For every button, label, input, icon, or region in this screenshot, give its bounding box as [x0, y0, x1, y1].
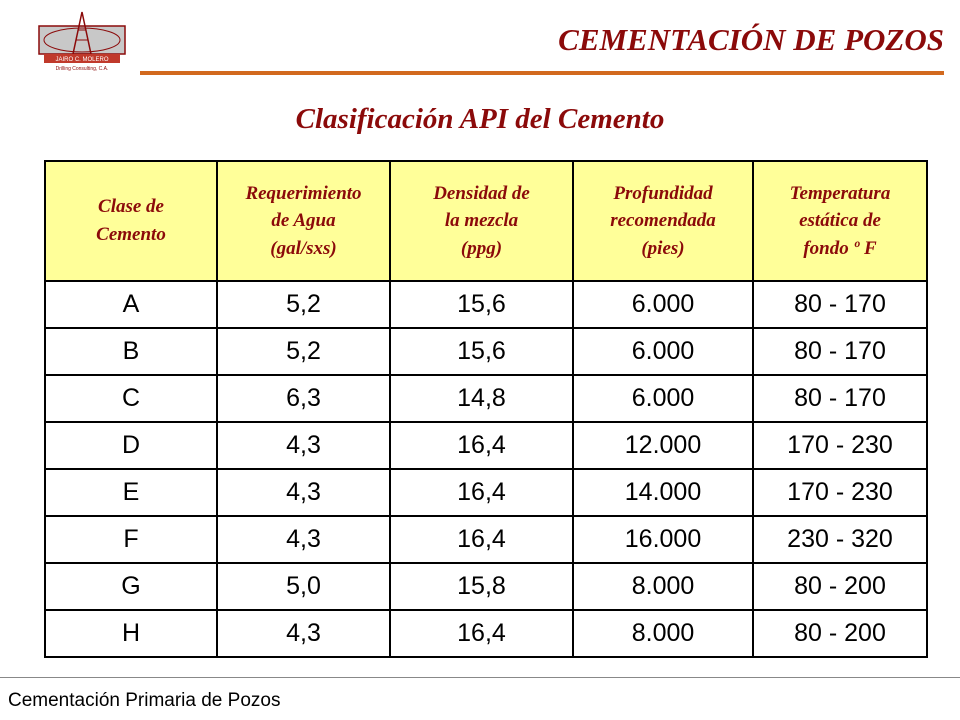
cell-class: H	[45, 610, 217, 657]
cell-density: 16,4	[390, 422, 573, 469]
cell-water: 5,2	[217, 328, 390, 375]
cell-density: 16,4	[390, 610, 573, 657]
table-row	[45, 563, 927, 610]
column-header-density: Densidad de la mezcla (ppg)	[390, 161, 573, 281]
cell-temperature: 170 - 230	[753, 469, 927, 516]
table-row	[45, 610, 927, 657]
cell-class: C	[45, 375, 217, 422]
cell-water: 4,3	[217, 610, 390, 657]
cell-density: 16,4	[390, 516, 573, 563]
cell-water: 4,3	[217, 469, 390, 516]
table-body	[45, 281, 927, 657]
cell-water: 5,0	[217, 563, 390, 610]
cell-class: A	[45, 281, 217, 328]
cell-temperature: 170 - 230	[753, 422, 927, 469]
cell-temperature: 80 - 170	[753, 281, 927, 328]
footer-divider	[0, 677, 960, 678]
cell-density: 15,6	[390, 281, 573, 328]
cell-density: 16,4	[390, 469, 573, 516]
cell-water: 6,3	[217, 375, 390, 422]
cell-water: 5,2	[217, 281, 390, 328]
column-header-water: Requerimiento de Agua (gal/sxs)	[217, 161, 390, 281]
logo-text-line2: Drilling Consulting, C.A.	[55, 66, 109, 72]
cell-temperature: 80 - 170	[753, 328, 927, 375]
cell-water: 4,3	[217, 516, 390, 563]
cell-depth: 12.000	[573, 422, 753, 469]
cell-temperature: 230 - 320	[753, 516, 927, 563]
cell-depth: 14.000	[573, 469, 753, 516]
api-cement-table	[44, 160, 928, 658]
slide-title: Clasificación API del Cemento	[295, 103, 665, 135]
column-header-temperature: Temperatura estática de fondo º F	[753, 161, 927, 281]
cell-density: 15,6	[390, 328, 573, 375]
cell-density: 14,8	[390, 375, 573, 422]
header-title: CEMENTACIÓN DE POZOS	[558, 22, 944, 57]
footer-text: Cementación Primaria de Pozos	[8, 690, 281, 711]
cell-class: D	[45, 422, 217, 469]
table-row	[45, 281, 927, 328]
cell-class: B	[45, 328, 217, 375]
table-row	[45, 328, 927, 375]
cell-depth: 16.000	[573, 516, 753, 563]
cell-class: F	[45, 516, 217, 563]
cell-depth: 6.000	[573, 281, 753, 328]
cell-depth: 6.000	[573, 375, 753, 422]
cell-depth: 8.000	[573, 610, 753, 657]
company-logo	[36, 10, 128, 72]
cell-temperature: 80 - 200	[753, 610, 927, 657]
cell-temperature: 80 - 170	[753, 375, 927, 422]
column-header-class: Clase de Cemento	[45, 161, 217, 281]
cell-depth: 6.000	[573, 328, 753, 375]
cell-water: 4,3	[217, 422, 390, 469]
cell-depth: 8.000	[573, 563, 753, 610]
table-row	[45, 422, 927, 469]
header-divider	[140, 71, 944, 75]
cell-class: G	[45, 563, 217, 610]
column-header-depth: Profundidad recomendada (pies)	[573, 161, 753, 281]
cell-class: E	[45, 469, 217, 516]
table-row	[45, 375, 927, 422]
logo-text-line1: JAIRO C. MOLERO	[55, 57, 109, 63]
table-row	[45, 469, 927, 516]
table-header-row	[45, 161, 927, 281]
cell-density: 15,8	[390, 563, 573, 610]
cell-temperature: 80 - 200	[753, 563, 927, 610]
table-row	[45, 516, 927, 563]
